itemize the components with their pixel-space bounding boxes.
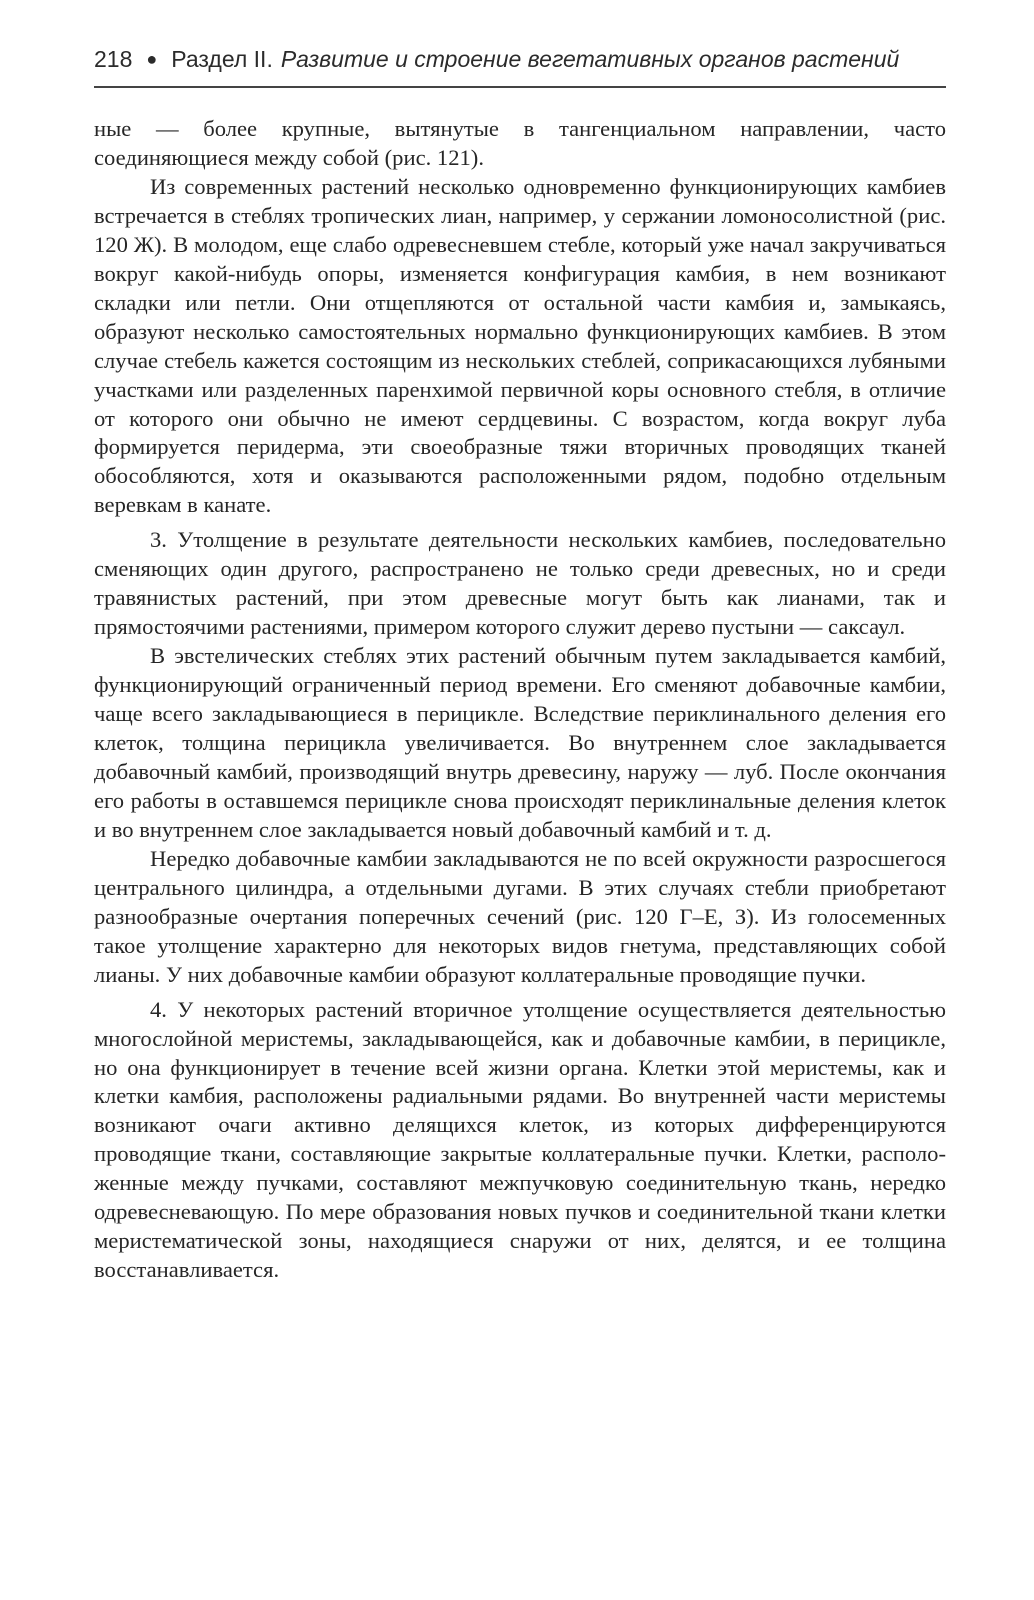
section-title: Развитие и строение вегетативных органов растений	[280, 46, 900, 72]
paragraph-lianas: Из современных растений несколько одновременно функционирующих камбиев встречается в стеблях тропических лиан, например, у сержании ломоносолистной (рис. 120 Ж). В молодом, еще слабо одревесневшем стебле, который уже начал закручиваться вокруг какой-нибудь опоры, изменяется конфигурация камбия, в нем возникают складки или петли. Они отщепляются от остальной части камбия и, замыкаясь, образуют несколько самостоятельных нормально функционирующих камбиев. В этом случае стебель кажется состоящим из нескольких стеблей, соприкасающихся лубяными участками или разделенных паренхимой первичной коры основного стебля, в отличие от которого они обычно не имеют сердцевины. С возрастом, когда вокруг луба формируется перидерма, эти своеобразные тяжи вторичных проводящих тканей обособляются, хотя и оказываются расположенными рядом, подобно отдельным веревкам в канате.	[94, 173, 946, 518]
paragraph-arcs: Нередко добавочные камбии закладываются не по всей окружности разросшегося центрального цилиндра, а отдельными дугами. В этих случаях стебли приобретают разнообразные очертания поперечных сечений (рис. 120 Г–Е, З). Из голосеменных такое утолщение характерно для некоторых видов гнетума, представляющих собой лианы. У них добавочные камбии образуют коллатеральные проводящие пучки.	[94, 845, 946, 987]
body-text	[94, 115, 946, 1285]
page-number: 218	[94, 46, 133, 72]
paragraph-item-4: 4. У некоторых растений вторичное утолщение осуществляется деятельностью многослойной меристемы, закладывающейся, как и добавочные камбии, в перицикле, но она функционирует в течение всей жизни органа. Клетки этой меристемы, как и клетки камбия, расположены радиальными рядами. Во внутренней части меристемы возникают очаги активно делящихся клеток, из которых дифференцируются проводящие ткани, составляющие закрытые коллатеральные пучки. Клетки, расположенные между пучками, составляют межпучковую соединительную ткань, нередко одревесневающую. По мере образования новых пучков и соединительной ткани клетки меристематической зоны, находящиеся снаружи от них, делятся, и ее толщина восстанавливается.	[94, 996, 946, 1283]
running-header	[94, 46, 946, 88]
paragraph-item-3: 3. Утолщение в результате деятельности нескольких камбиев, последовательно сменяющих один другого, распространено не только среди древесных, но и среди травянистых растений, при этом древесные могут быть как лианами, так и прямостоячими растениями, примером которого служит дерево пустыни — саксаул.	[94, 527, 946, 640]
paragraph-eustelic: В эвстелических стеблях этих растений обычным путем закладывается камбий, функционирующий ограниченный период времени. Его сменяют добавочные камбии, чаще всего закладывающиеся в перицикле. Вследствие периклинального деления его клеток, толщина перицикла увеличивается. Во внутреннем слое закладывается добавочный камбий, производящий внутрь древесину, наружу — луб. После окончания его работы в оставшемся перицикле снова происходят периклинальные деления клеток и во внутреннем слое закладывается новый добавочный камбий и т. д.	[94, 643, 946, 842]
bullet-separator: ●	[146, 49, 158, 69]
section-label: Раздел II.	[171, 46, 273, 72]
paragraph-continuation: ные — более крупные, вытянутые в тангенциальном направлении, часто соединяющиеся между собой (рис. 121).	[94, 116, 946, 170]
